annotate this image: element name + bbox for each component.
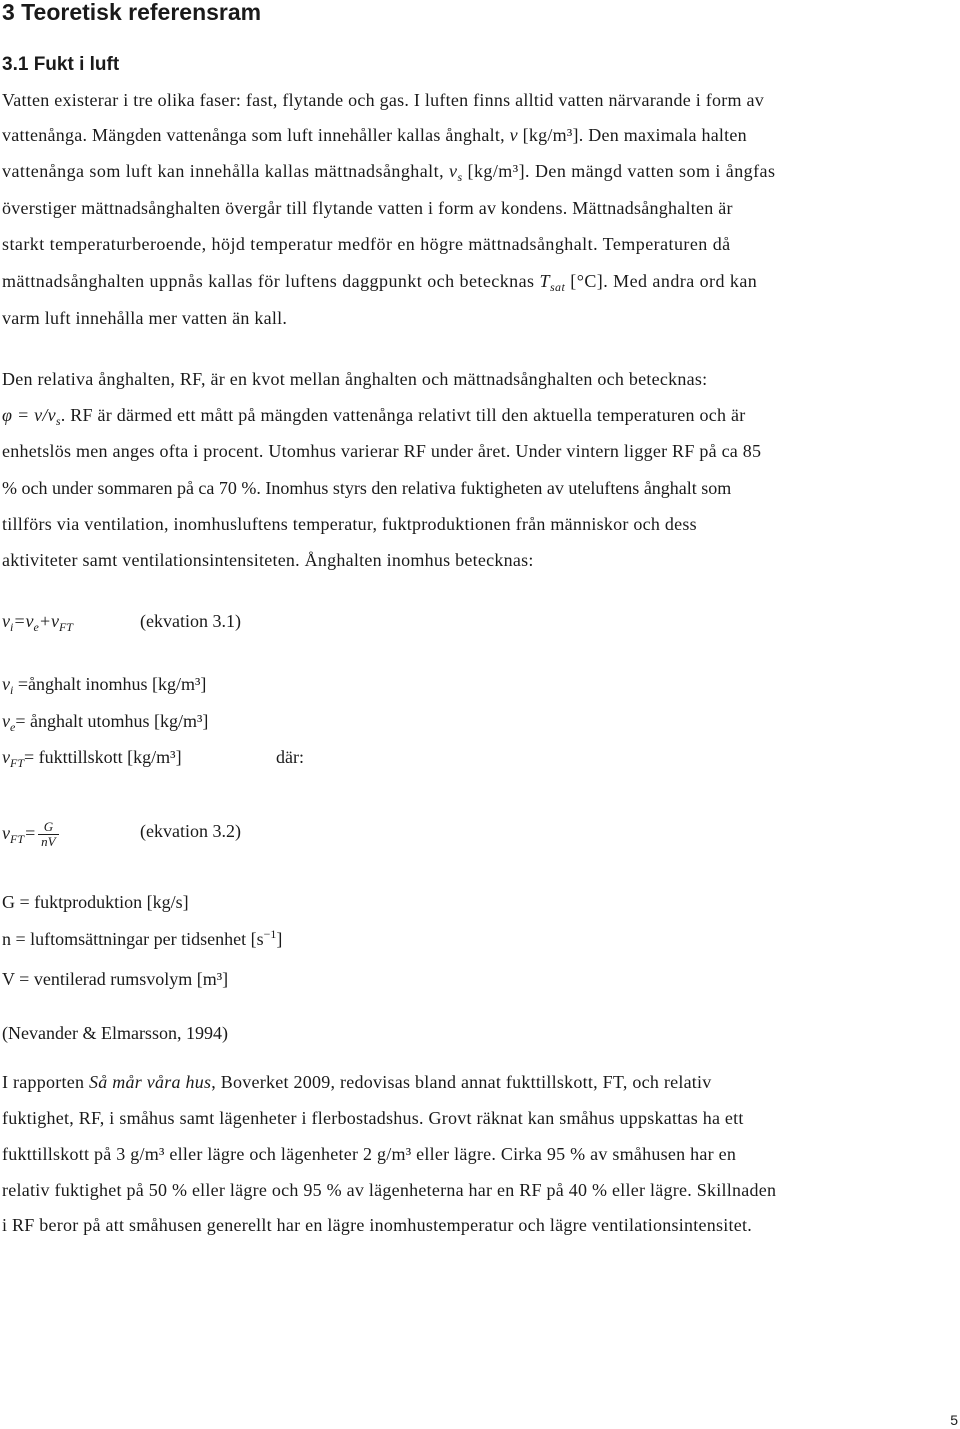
definition-item: $v_e=$ ånghalt utomhus [kg/m³] (2, 711, 209, 734)
equation-label: (ekvation 3.1) (140, 611, 241, 631)
paragraph-line: fukttillskott på 3 g/m³ eller lägre och lägenheter 2 g/m³ eller lägre. Cirka 95 % av småhusen har en (2, 1144, 737, 1164)
paragraph-line: överstiger mättnadsånghalten övergår till flytande vatten i form av kondens. Mättnadsånghalten är (2, 198, 733, 218)
math-symbol: v (509, 125, 518, 145)
paragraph-line: aktiviteter samt ventilationsintensiteten. Ånghalten inomhus betecknas: (2, 550, 534, 570)
definition-item: $v_{FT}=$ fukttillskott [kg/m³] där: (2, 747, 304, 770)
equation-label: (ekvation 3.2) (140, 821, 241, 841)
math-formula: $v_{FT}=$ (2, 822, 37, 846)
paragraph-line: Vatten existerar i tre olika faser: fast, flytande och gas. I luften finns alltid vatten närvarande i form av (2, 90, 764, 110)
page-number: 5 (950, 1412, 958, 1428)
paragraph-line: fuktighet, RF, i småhus samt lägenheter i flerbostadshus. Grovt räknat kan småhus uppskattas ha ett (2, 1108, 744, 1128)
paragraph-line: tillförs via ventilation, inomhusluftens temperatur, fuktproduktionen från människor och dess (2, 514, 697, 534)
report-title: Så mår våra hus (88, 1072, 212, 1092)
subsection-heading: 3.1 Fukt i luft (2, 54, 120, 75)
definition-item: V = ventilerad rumsvolym [m³] (2, 969, 229, 989)
paragraph-line: relativ fuktighet på 50 % eller lägre och 95 % av lägenheterna har en RF på 40 % eller lägre. Skillnaden (2, 1180, 777, 1200)
paragraph-line: Den relativa ånghalten, RF, är en kvot mellan ånghalten och mättnadsånghalten och betecknas: (2, 369, 708, 389)
paragraph-line: starkt temperaturberoende, höjd temperatur medför en högre mättnadsånghalt. Temperaturen då (2, 234, 731, 254)
paragraph-line: vattenånga som luft kan innehålla kallas mättnadsånghalt, $v_s$ [kg/m³]. Den mängd vatten som i ångfas (2, 161, 776, 184)
paragraph-line: I rapporten Så mår våra hus, Boverket 2009, redovisas bland annat fukttillskott, FT, och relativ (2, 1072, 712, 1092)
math-formula: $v_i=v_e+v_{FT}$ (2, 611, 73, 634)
paragraph-line: enhetslös men anges ofta i procent. Utomhus varierar RF under året. Under vintern ligger RF på ca 85 (2, 441, 762, 461)
definition-item: G = fuktproduktion [kg/s] (2, 892, 189, 912)
definition-item: n = luftomsättningar per tidsenhet $[s^{-1}]$ (2, 927, 283, 949)
fraction: $\frac{G}{nV}$ (38, 820, 58, 849)
section-heading: 3 Teoretisk referensram (2, 0, 262, 25)
equation-3-1 (2, 610, 241, 634)
math-symbol: v (448, 161, 458, 181)
citation: (Nevander & Elmarsson, 1994) (2, 1023, 228, 1043)
paragraph-line: i RF beror på att småhusen generellt har en lägre inomhustemperatur och lägre ventilationsintensitet. (2, 1215, 753, 1235)
math-symbol: T (539, 271, 550, 291)
paragraph-line: $\varphi = v/v_s$. RF är därmed ett mått på mängden vattenånga relativt till den aktuella temperaturen och är (2, 405, 746, 428)
paragraph-line: % och under sommaren på ca 70 %. Inomhus styrs den relativa fuktigheten av uteluftens ånghalt som (2, 478, 732, 498)
equation-3-2 (2, 819, 241, 849)
paragraph-line: mättnadsånghalten uppnås kallas för luftens daggpunkt och betecknas $T_{sat}$ [°C]. Med andra ord kan (2, 271, 758, 294)
definition-item: $v_i$ =ånghalt inomhus [kg/m³] (2, 674, 207, 697)
math-formula: φ = v/v (2, 405, 56, 425)
dar-label: där: (276, 747, 304, 767)
paragraph-line: varm luft innehålla mer vatten än kall. (2, 308, 288, 328)
paragraph-line: vattenånga. Mängden vattenånga som luft innehåller kallas ånghalt, v [kg/m³]. Den maximala halten (2, 125, 747, 145)
